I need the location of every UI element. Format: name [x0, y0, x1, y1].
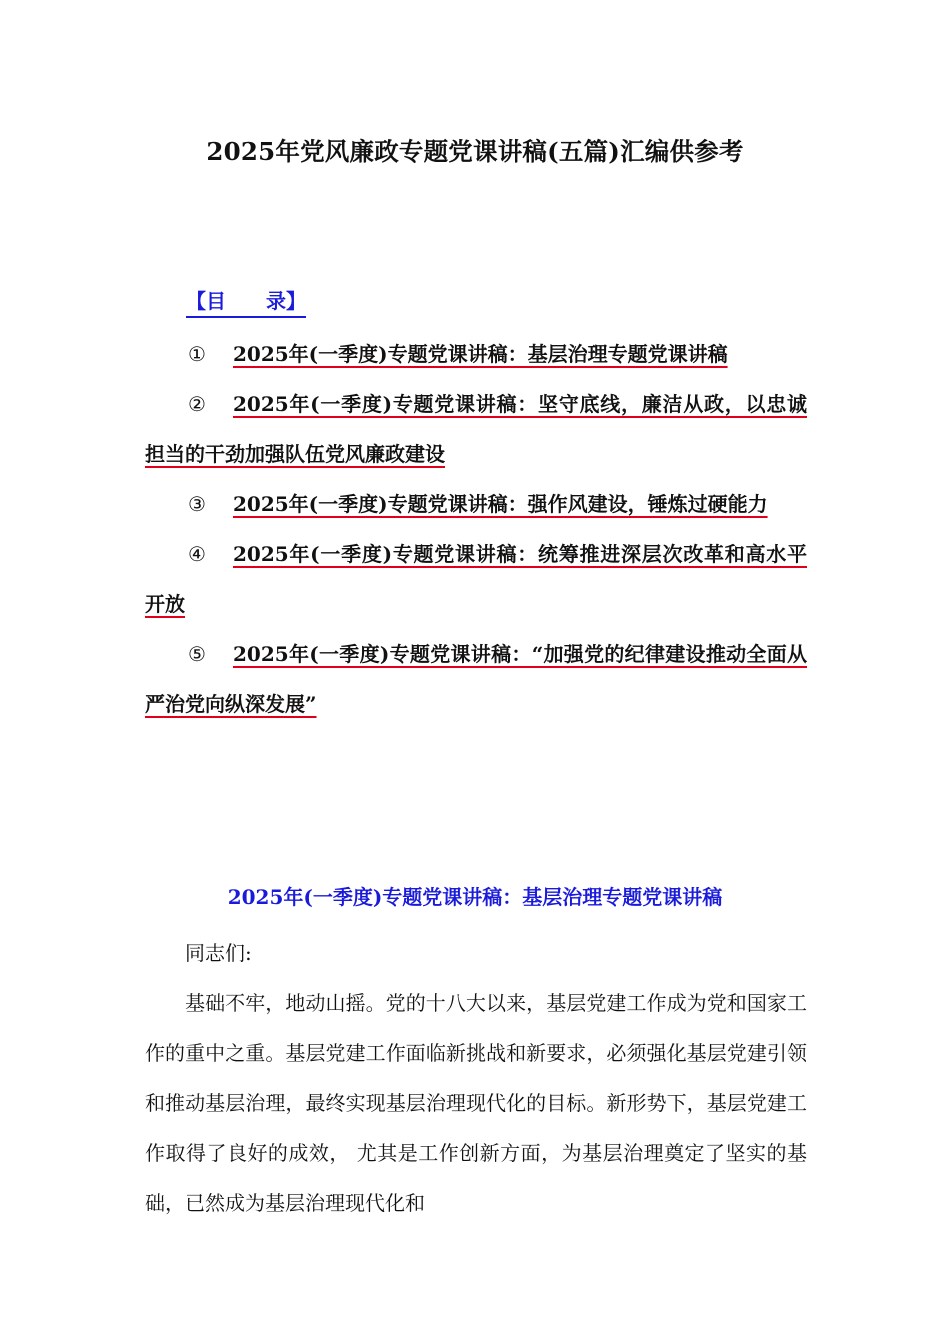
- toc-item-number: ②: [188, 392, 206, 416]
- toc-list: [145, 329, 807, 729]
- greeting-paragraph: 同志们:: [185, 941, 252, 965]
- toc-heading[interactable]: 【目 录】: [186, 287, 306, 318]
- toc-link[interactable]: 2025年(一季度)专题党课讲稿：坚守底线，廉洁从政，以忠诚担当的干劲加强队伍党风廉政建设: [145, 392, 807, 466]
- toc-item: [145, 379, 807, 479]
- toc-link[interactable]: 2025年(一季度)专题党课讲稿：强作风建设，锤炼过硬能力: [233, 492, 768, 516]
- toc-item-number: ①: [188, 342, 206, 366]
- toc-link[interactable]: 2025年(一季度)专题党课讲稿：统筹推进深层次改革和高水平开放: [145, 542, 807, 616]
- toc-item: [145, 629, 807, 729]
- toc-item: [145, 479, 807, 529]
- toc-link[interactable]: 2025年(一季度)专题党课讲稿：“加强党的纪律建设推动全面从严治党向纵深发展”: [145, 642, 807, 716]
- section-body: [145, 928, 807, 1228]
- section-heading: 2025年(一季度)专题党课讲稿：基层治理专题党课讲稿: [227, 885, 723, 909]
- toc-item: [145, 529, 807, 629]
- toc-item-number: ④: [188, 542, 206, 566]
- toc-item-number: ③: [188, 492, 206, 516]
- toc-link[interactable]: 2025年(一季度)专题党课讲稿：基层治理专题党课讲稿: [233, 342, 728, 366]
- toc-item: [145, 329, 807, 379]
- document-title: 2025年党风廉政专题党课讲稿(五篇)汇编供参考: [206, 137, 744, 166]
- toc-item-number: ⑤: [188, 642, 206, 666]
- body-paragraph: 基础不牢，地动山摇。党的十八大以来，基层党建工作成为党和国家工作的重中之重。基层党建工作面临新挑战和新要求，必须强化基层党建引领和推动基层治理，最终实现基层治理现代化的目标。新形势下，基层党建工作取得了良好的成效， 尤其是工作创新方面，为基层治理奠定了坚实的基础，已然成为基层治理现代化和: [145, 991, 807, 1215]
